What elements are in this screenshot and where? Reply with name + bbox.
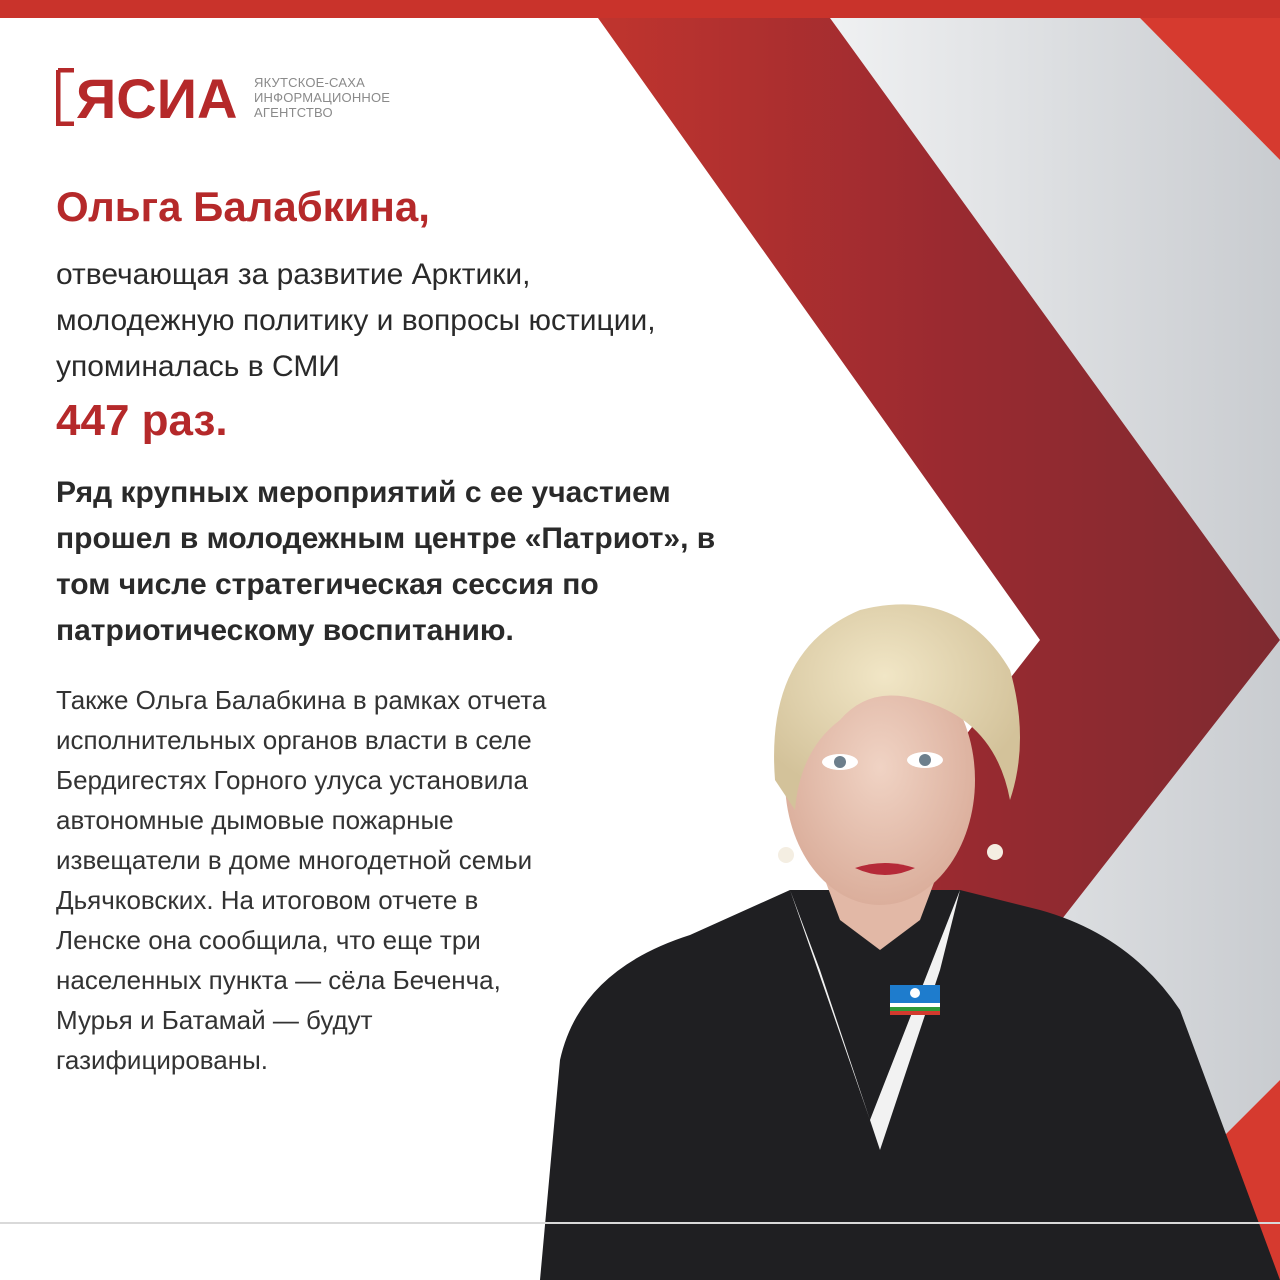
events-paragraph: Ряд крупных мероприятий с ее участием прошел в молодежным центре «Патриот», в том числе стратегическая сессия по патриотическому воспитанию. — [56, 476, 716, 647]
logo — [56, 68, 390, 126]
person-name: Ольга Балабкина, — [56, 183, 430, 230]
logo-subtitle-line-3: АГЕНТСТВО — [254, 104, 333, 120]
logo-mark — [56, 68, 244, 126]
mention-count: 447 раз. — [56, 396, 228, 445]
logo-subtitle-line-2: ИНФОРМАЦИОННОЕ — [254, 89, 391, 105]
body-paragraph: Также Ольга Балабкина в рамках отчета исполнительных органов власти в селе Бердигестях Горного улуса установила автономные дымовые пожарные извещатели в доме многодетной семьи Дьячковских. На итоговом отчете в Ленске она сообщила, что еще три населенных пункта — сёла Беченча, Мурья и Батамай — будут газифицированы. — [56, 685, 547, 1075]
portrait-photo — [540, 590, 1280, 1280]
bottom-divider — [0, 1222, 1280, 1224]
logo-subtitle-line-1: ЯКУТСКОЕ-САХА — [254, 74, 365, 90]
flag-pin-icon — [890, 985, 940, 1015]
person-role: отвечающая за развитие Арктики, молодежную политику и вопросы юстиции, упоминалась в СМИ — [56, 258, 656, 383]
logo-text: ЯСИА — [76, 68, 238, 126]
logo-subtitle — [254, 75, 390, 120]
